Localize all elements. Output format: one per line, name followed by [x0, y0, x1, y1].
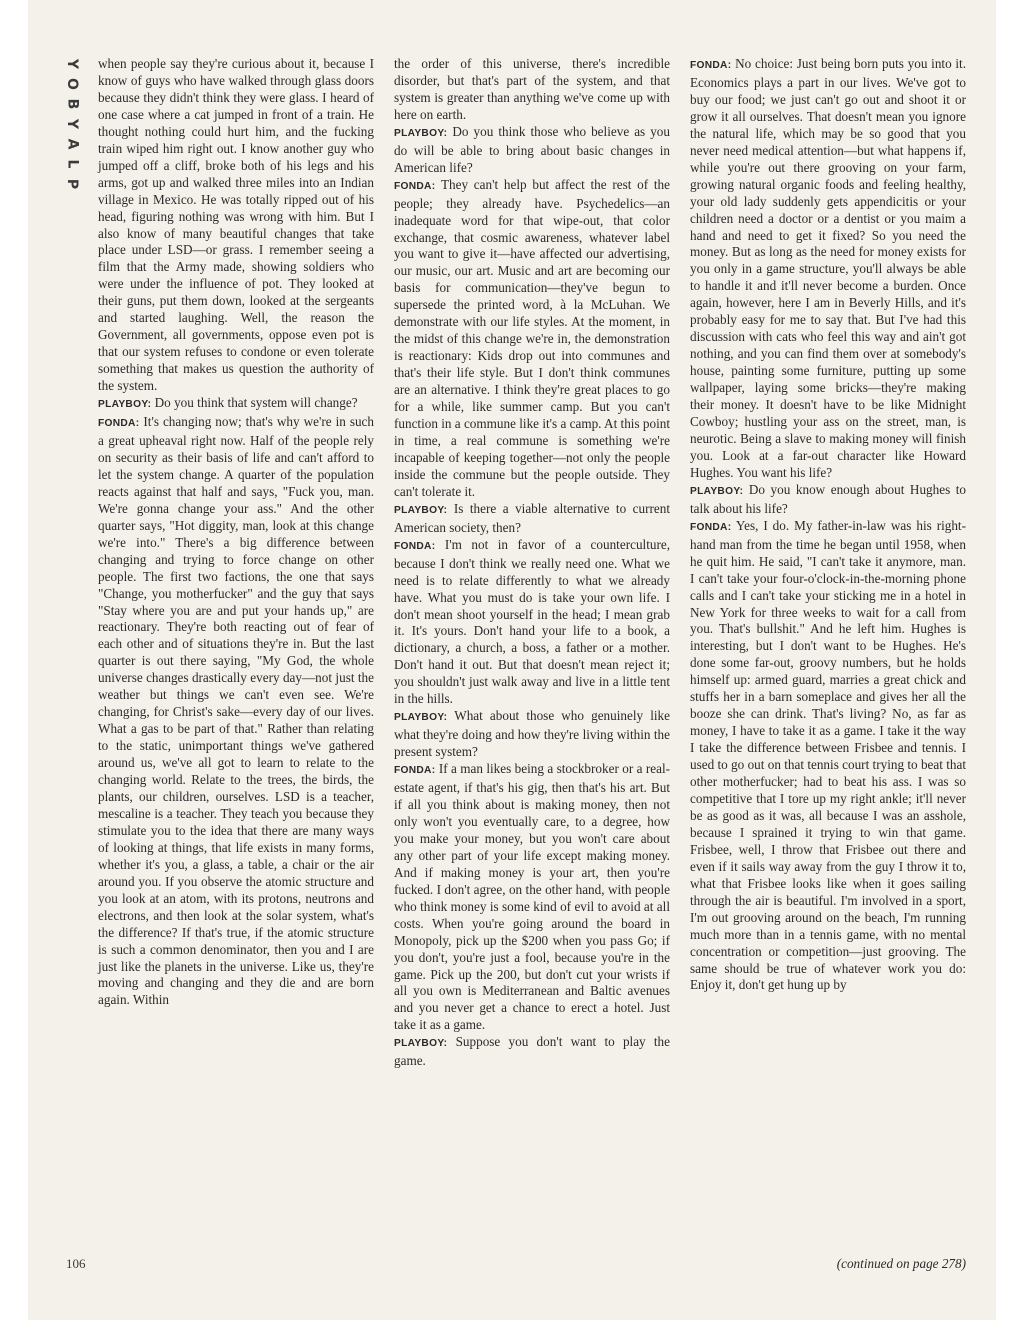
article-paragraph	[394, 761, 670, 1034]
article-paragraph	[98, 56, 374, 395]
paragraph-text: I'm not in favor of a counterculture, because I don't think we really need one. What we need is to relate differently to what we already have. What you must do is take your own life. I don't mean shoot yourself in the head; I mean grab it. It's yours. Don't hand your life to a book, a dictionary, a church, a boss, a father or a mother. Don't hand it out. But that doesn't mean reject it; you shouldn't just walk away and live in a little tent in the hills.	[394, 536, 670, 707]
paragraph-text: Do you think those who believe as you do will be able to bring about basic changes in American life?	[394, 123, 670, 175]
text-column-1	[98, 56, 374, 1009]
paragraph-text: Do you know enough about Hughes to talk about his life?	[690, 481, 967, 516]
article-paragraph	[690, 56, 966, 482]
speaker-label: FONDA:	[98, 418, 140, 430]
paragraph-text: No choice: Just being born puts you into it. Economics plays a part in our lives. We've got to buy our food; we just can't go out and shoot it or grow it all ourselves. That doesn't mean you ignore the natural life, which may be so good that you never need medical attention—but what happens if, while you're out there grooving on your farm, growing natural organic foods and feeling healthy, your old lady suddenly gets appendicitis or your children need a doctor or a dentist or you maim a hand and need to get it fixed? So you need the money. But as long as the need for money exists for you only in a game structure, you'll always be able to handle it and it'll never become a burden. Once again, however, here I am in Beverly Hills, and it's probably easy for me to say that. But I've had this discussion with cats who feel this way and ain't got nothing, and you can find them over at somebody's house, painting some furniture, putting up some wallpaper, laying some bricks—they're making their money. It doesn't have to be like Midnight Cowboy; hustling your ass on the street, man, is neurotic. Being a slave to making money will finish you. Look at a far-out character like Howard Hughes. You want his life?	[690, 56, 967, 480]
speaker-label: FONDA:	[690, 60, 732, 71]
logo-letter: L	[63, 159, 80, 169]
article-paragraph	[394, 537, 670, 709]
article-paragraph	[394, 708, 670, 761]
article-paragraph	[98, 395, 374, 414]
speaker-label: FONDA:	[690, 521, 732, 533]
speaker-label: FONDA:	[394, 540, 436, 552]
paragraph-text: They can't help but affect the rest of the people; they already have. Psychedelics—an inadequate word for that wipe-out, that color exchange, that cosmic awareness, whatever label you want to give it—have affected our advertising, our music, our art. Music and art are becoming our basis for communication—they've begun to supersede the printed word, à la McLuhan. We demonstrate with our life styles. At the moment, in the midst of this change we're in, the demonstration is reactionary: Kids drop out into communes and that's their life style. But I don't think communes are an alternative. I think they're great places to go for a while, like summer camp. But you can't function in a commune like it's a camp. At this point in time, a real commune is something we're incapable of keeping together—not only the people inside the commune but the people outside. They can't tolerate it.	[394, 176, 671, 499]
speaker-label: FONDA:	[394, 180, 436, 192]
logo-letter: B	[63, 98, 80, 110]
article-paragraph	[690, 518, 966, 995]
paragraph-text: Do you think that system will change?	[154, 395, 358, 411]
speaker-label: PLAYBOY:	[394, 504, 448, 516]
text-column-2	[394, 56, 670, 1070]
speaker-label: PLAYBOY:	[690, 485, 744, 497]
speaker-label: PLAYBOY:	[394, 127, 448, 139]
logo-letter: O	[64, 78, 80, 90]
article-paragraph	[98, 414, 374, 1009]
magazine-logo	[58, 54, 86, 194]
paragraph-text: Yes, I do. My father-in-law was his right-hand man from the time he began until 1958, when he quit him. He said, "I can't take it anymore, man. I can't take your four-o'clock-in-the-morning phone calls and I can't take your sticking me in a hotel in New York for three weeks to wait for a call from you. That's bullshit." And he left him. Hughes is interesting, but I don't want to be Hughes. He's done some far-out, groovy numbers, but he holds himself up: armed guard, marries a great chick and stuffs her in a barn someplace and gives her all the booze she can drink. That's living? No, as far as money, I have to take it as a game. I take it the way I take the difference between Frisbee and tennis. I used to go out on that tennis court trying to beat that other motherfucker; had to beat his ass. I was so competitive that I tore up my right ankle; it'll never be as good as it was, all because I was an asshole, because I sprained it trying to win that game. Frisbee, well, I throw that Frisbee out there and even if it sails way away from the guy I throw it to, what that Frisbee looks like when it goes sailing through the air is beautiful. I'm involved in a sport, I'm out grooving around on the beach, I'm running much more than in a tennis game, with no mental concentration or competition—just grooving. The same should be true of whatever work you do: Enjoy it, don't get hung up by	[690, 517, 966, 993]
paragraph-text: the order of this universe, there's incredible disorder, but that's part of the system, and that system is greater than anything we've come up with here on earth.	[394, 56, 670, 122]
logo-letter: A	[64, 138, 80, 150]
logo-letter: Y	[63, 58, 80, 70]
continued-note: (continued on page 278)	[836, 1256, 966, 1271]
speaker-label: PLAYBOY:	[394, 1038, 448, 1050]
article-paragraph	[690, 482, 966, 518]
page-number: 106	[66, 1256, 86, 1271]
paragraph-text: If a man likes being a stockbroker or a real-estate agent, if that's his gig, then that's his art. But if all you think about is making money, then not only won't you eventually care, to a degree, how you make your money, but you won't care about any other part of your life except making money. And if making money is your art, then you're fucked. I don't agree, on the other hand, with people who think money is some kind of evil to avoid at all costs. When you're going around the board in Monopoly, pick up the $200 when you pass Go; if you don't, you're just a fool, because you're in the game. Pick up the 200, but don't cut your wrists if all you own is Mediterranean and Baltic avenues and you never get a chance to erect a hotel. Just take it as a game.	[394, 761, 671, 1033]
article-paragraph	[394, 124, 670, 177]
paragraph-text: Is there a viable alternative to current American society, then?	[394, 500, 671, 535]
speaker-label: FONDA:	[394, 765, 436, 777]
text-column-3	[690, 56, 966, 994]
speaker-label: PLAYBOY:	[394, 712, 448, 724]
logo-letter: P	[63, 178, 80, 190]
article-paragraph	[394, 177, 670, 501]
paragraph-text: when people say they're curious about it, because I know of guys who have walked through glass doors because they didn't think they were glass. I heard of one case where a cat jumped in front of a train. He thought nothing could hurt him, and the fucking train wiped him right out. I know another guy who jumped off a cliff, broke both of his legs and his arms, got up and walked three miles into an Indian village in Mexico. He was totally ripped out of his head, figuring nothing was wrong with him. But I also know of many beautiful changes that take place under LSD—or grass. I remember seeing a film that the Army made, showing soldiers who were under the influence of pot. They looked at their guns, put them down, looked at the sergeants and started laughing. Well, the reason the Government, all governments, oppose even pot is that our system refuses to condone or even tolerate something that makes us question the authority of the system.	[98, 56, 374, 394]
article-paragraph	[394, 56, 670, 124]
paragraph-text: What about those who genuinely like what they're doing and how they're living within the present system?	[394, 708, 671, 760]
paragraph-text: Suppose you don't want to play the game.	[394, 1034, 670, 1069]
speaker-label: PLAYBOY:	[98, 399, 152, 411]
article-paragraph	[394, 501, 670, 537]
paragraph-text: It's changing now; that's why we're in such a great upheaval right now. Half of the people rely on security as their basis of life and can't afford to let the system change. A quarter of the population reacts against that half and says, "Fuck you, man. We're gonna change your ass." And the other quarter says, "Hot diggity, man, look at this change we're into." There's a big difference between changing and trying to force change on other people. The first two factions, the one that says "Change, you motherfucker" and the guy that says "Stay where you are and put your hands up," are reactionary. They're both reacting out of fear of each other and of situations they're in. But the last quarter is out there saying, "My God, the whole universe changes drastically every day—not just the weather but things we can't even see. We're changing, for Christ's sake—every day of our lives. What a gas to be part of that." Rather than relating to the static, unimportant things we've gathered around us, we've all got to learn to relate to the changing world. Relate to the trees, the birds, the plants, our children, ourselves. LSD is a teacher, mescaline is a teacher. They teach you because they stimulate you to the idea that there are many ways of looking at things, that life exists in many forms, whether it's you, a glass, a table, a chair or the air around you. If you observe the atomic structure and you look at an atom, with its protons, neutrons and electrons, and then look at the solar system, what's the difference? If that's true, if the atomic structure is such a common denominator, then you and I are just like the planets in the universe. Like us, they're moving and changing and they die and are born again. Within	[98, 414, 374, 1008]
logo-letter: Y	[63, 118, 80, 130]
article-paragraph	[394, 1034, 670, 1070]
